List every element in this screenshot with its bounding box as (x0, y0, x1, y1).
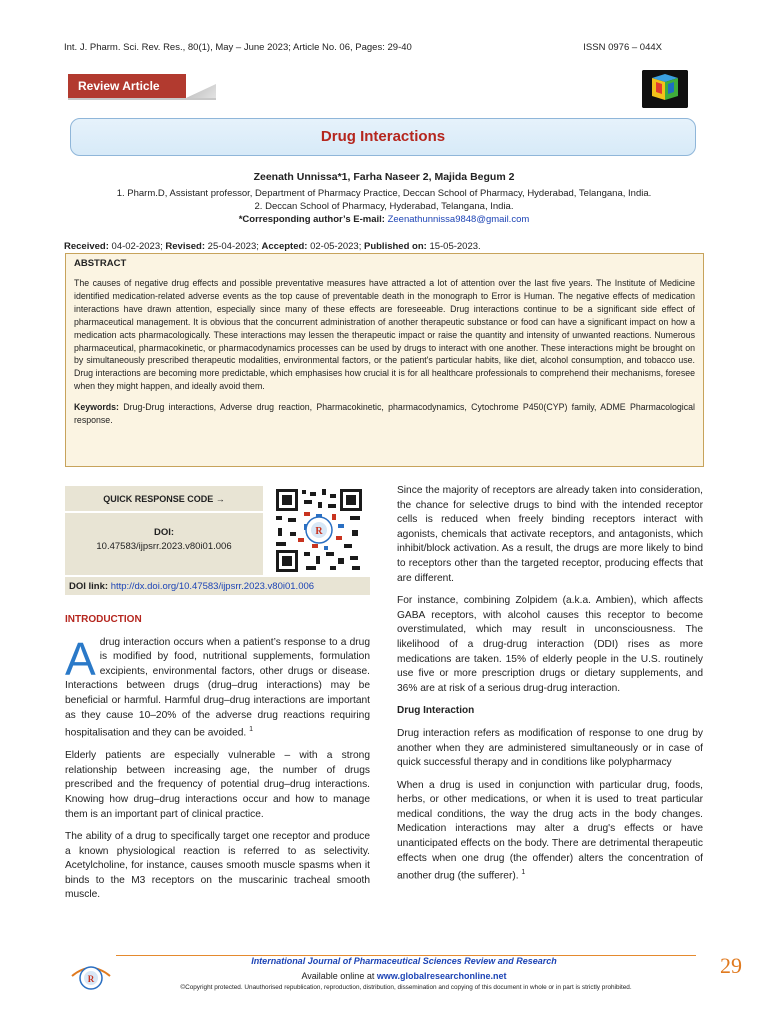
doi-block (65, 513, 263, 575)
footer-copyright: ©Copyright protected. Unauthorised republication, reproduction, distribution, dissemination and copying of this document in whole or in part is strictly prohibited. (180, 984, 632, 991)
article-type-underline (68, 98, 216, 100)
corresponding-email-link[interactable]: Zeenathunnissa9848@gmail.com (387, 214, 530, 225)
intro-paragraph-1 (65, 632, 370, 742)
journal-logo-icon (642, 70, 688, 108)
article-title: Drug Interactions (320, 128, 446, 145)
keywords-label: Keywords: (74, 402, 119, 413)
right-paragraph-2: For instance, combining Zolpidem (a.k.a. Ambien), which affects GABA receptors, with alcohol causes this receptor to become overstimulated, which may result in unconsciousness. The likelihood of a drug-drug interaction (DDI) rises as more medications are taken. 15% of elderly people in the U.S. routinely use five or more prescription drugs or dietary supplements, and 36% are at risk of a serious drug-drug interaction. (397, 595, 703, 694)
article-type-wedge (186, 84, 216, 98)
journal-citation: Int. J. Pharm. Sci. Rev. Res., 80(1), May – June 2023; Article No. 06, Pages: 29-40 (64, 42, 412, 53)
received-label: Received: (64, 241, 109, 252)
corresponding-author (64, 214, 704, 225)
dropcap-letter: A (65, 632, 96, 685)
author-list: Zeenath Unnissa*1, Farha Naseer 2, Majida Begum 2 (253, 171, 515, 183)
published-date: 15-05-2023. (429, 241, 481, 252)
doi-link-label: DOI link: (69, 581, 109, 592)
revised-date: 25-04-2023; (207, 241, 259, 252)
abstract-heading: ABSTRACT (74, 258, 127, 269)
right-paragraph-4 (397, 779, 703, 885)
right-ref-1: 1 (521, 869, 526, 877)
article-title-box (70, 118, 696, 156)
svg-text:R: R (315, 526, 323, 537)
intro-paragraph-3: The ability of a drug to specifically target one receptor and produce a known physiological reaction is referred to as selectivity. Acetylcholine, for instance, causes smooth muscle spasms when it binds to the M3 receptors on the muscarinic tracheal smooth muscle. (65, 831, 370, 901)
page-number: 29 (720, 953, 742, 978)
keywords-text: Drug-Drug interactions, Adverse drug reaction, Pharmacokinetic, pharmacodynamics, Cytochrome P450(CYP) family, ADME Pharmacological response. (74, 402, 695, 426)
keywords (74, 401, 695, 427)
doi-link-row (65, 575, 370, 595)
abstract-box (65, 253, 704, 467)
svg-text:R: R (87, 974, 95, 984)
affiliation-2: 2. Deccan School of Pharmacy, Hyderabad, Telangana, India. (254, 201, 514, 212)
accepted-date: 02-05-2023; (310, 241, 362, 252)
footer-available-prefix: Available online at (301, 971, 375, 981)
running-header (64, 42, 704, 53)
intro-paragraph-1-text: drug interaction occurs when a patient’s response to a drug is modified by food, nutritional supplements, formulation excipients, environmental factors, other drugs or disease. Interactions between drugs (drug–drug interactions) may be beneficial or harmful. Harmful drug–drug interactions are important as they cause 10–20% of the adverse drug reactions requiring hospitalisation and they can be avoided. (65, 636, 370, 739)
affiliation-1: 1. Pharm.D, Assistant professor, Department of Pharmacy Practice, Deccan School of Pharmacy, Hyderabad, Telangana, India. (116, 188, 652, 199)
doi-label: DOI: (153, 527, 175, 538)
doi-value: 10.47583/ijpsrr.2023.v80i01.006 (96, 541, 232, 552)
drug-interaction-heading: Drug Interaction (397, 705, 475, 717)
intro-ref-1: 1 (249, 726, 253, 734)
right-paragraph-3: Drug interaction refers as modification of response to one drug by another when they are administered simultaneously or in case of quick successful therapy and in conditions like polypharmacy (397, 727, 703, 769)
intro-paragraph-2: Elderly patients are especially vulnerable – with a strong relationship between increasing age, the number of drugs prescribed and the frequency of potential drug–drug interactions. Knowing how drug–drug interactions occur and how to manage them is an important part of clinical practice. (65, 750, 370, 820)
qr-doi-panel (65, 486, 370, 596)
introduction-heading: INTRODUCTION (65, 614, 142, 625)
corresponding-label: *Corresponding author’s E-mail: (238, 214, 385, 225)
quick-response-label: QUICK RESPONSE CODE → (65, 486, 263, 513)
footer-website-link[interactable]: www.globalresearchonline.net (376, 971, 507, 981)
article-dates (64, 241, 481, 252)
right-column (397, 484, 703, 892)
right-paragraph-4-text: When a drug is used in conjunction with particular drug, foods, herbs, or other medications, or when it is used to treat particular medical conditions, the way the drug acts in the body changes. Medication interactions may alter a drug's effects or have unanticipated effects on the body. There are detrimental therapeutic effects when one drug (the offender) alters the concentration of another drug (the sufferer). (397, 779, 703, 882)
footer-journal-name: International Journal of Pharmaceutical Sciences Review and Research (251, 956, 557, 966)
published-label: Published on: (363, 241, 427, 252)
left-column (65, 613, 370, 911)
right-paragraph-1: Since the majority of receptors are already taken into consideration, the chance for selective drugs to bind with the intended receptor cells is reduced when freely binding receptors interact with agonists, chemicals that activate receptors, and antagonists, which inhibit/block activation. As a result, the drugs are more likely to bind to receptors other than the targeted receptor, producing effects that are different. (397, 485, 703, 584)
issn: ISSN 0976 – 044X (583, 42, 662, 53)
doi-link[interactable]: http://dx.doi.org/10.47583/ijpsrr.2023.v80i01.006 (110, 581, 315, 592)
qr-code-icon[interactable] (268, 486, 370, 575)
received-date: 04-02-2023; (111, 241, 163, 252)
accepted-label: Accepted: (261, 241, 308, 252)
revised-label: Revised: (165, 241, 206, 252)
footer-availability (116, 971, 692, 981)
abstract-text: The causes of negative drug effects and possible preventative measures have attracted a lot of attention over the last five years. The Institute of Medicine identified medication-related adverse events as the top cause of preventable death in the monograph to Error is Human. The negative effects of medication interactions have drawn attention, especially since many of these effects are foreseeable. Drug interactions continue to be a significant side effect of pharmaceutical management. It is obvious that the concurrent administration of another therapeutic substance or food can have a significant impact on how a medication acts pharmacologically. These interactions may lessen the therapeutic impact or raise the quantity and intensity of unwanted reactions. Numerous pharmaceutical, pharmacokinetic, or pharmacodynamics processes can be used by drugs to interact with one another. These interactions might be brought on by simultaneously prescribed therapeutic modalities, environmental factors, or the patient's particular habits, like diet, alcohol consumption, and tobacco use. Drug interactions are becoming more predictable, which emphasises how crucial it is for all healthcare professionals to comprehend their mechanisms, foresee when they might happen, and ideally avoid them. (74, 278, 695, 392)
article-type-badge: Review Article (68, 74, 186, 98)
